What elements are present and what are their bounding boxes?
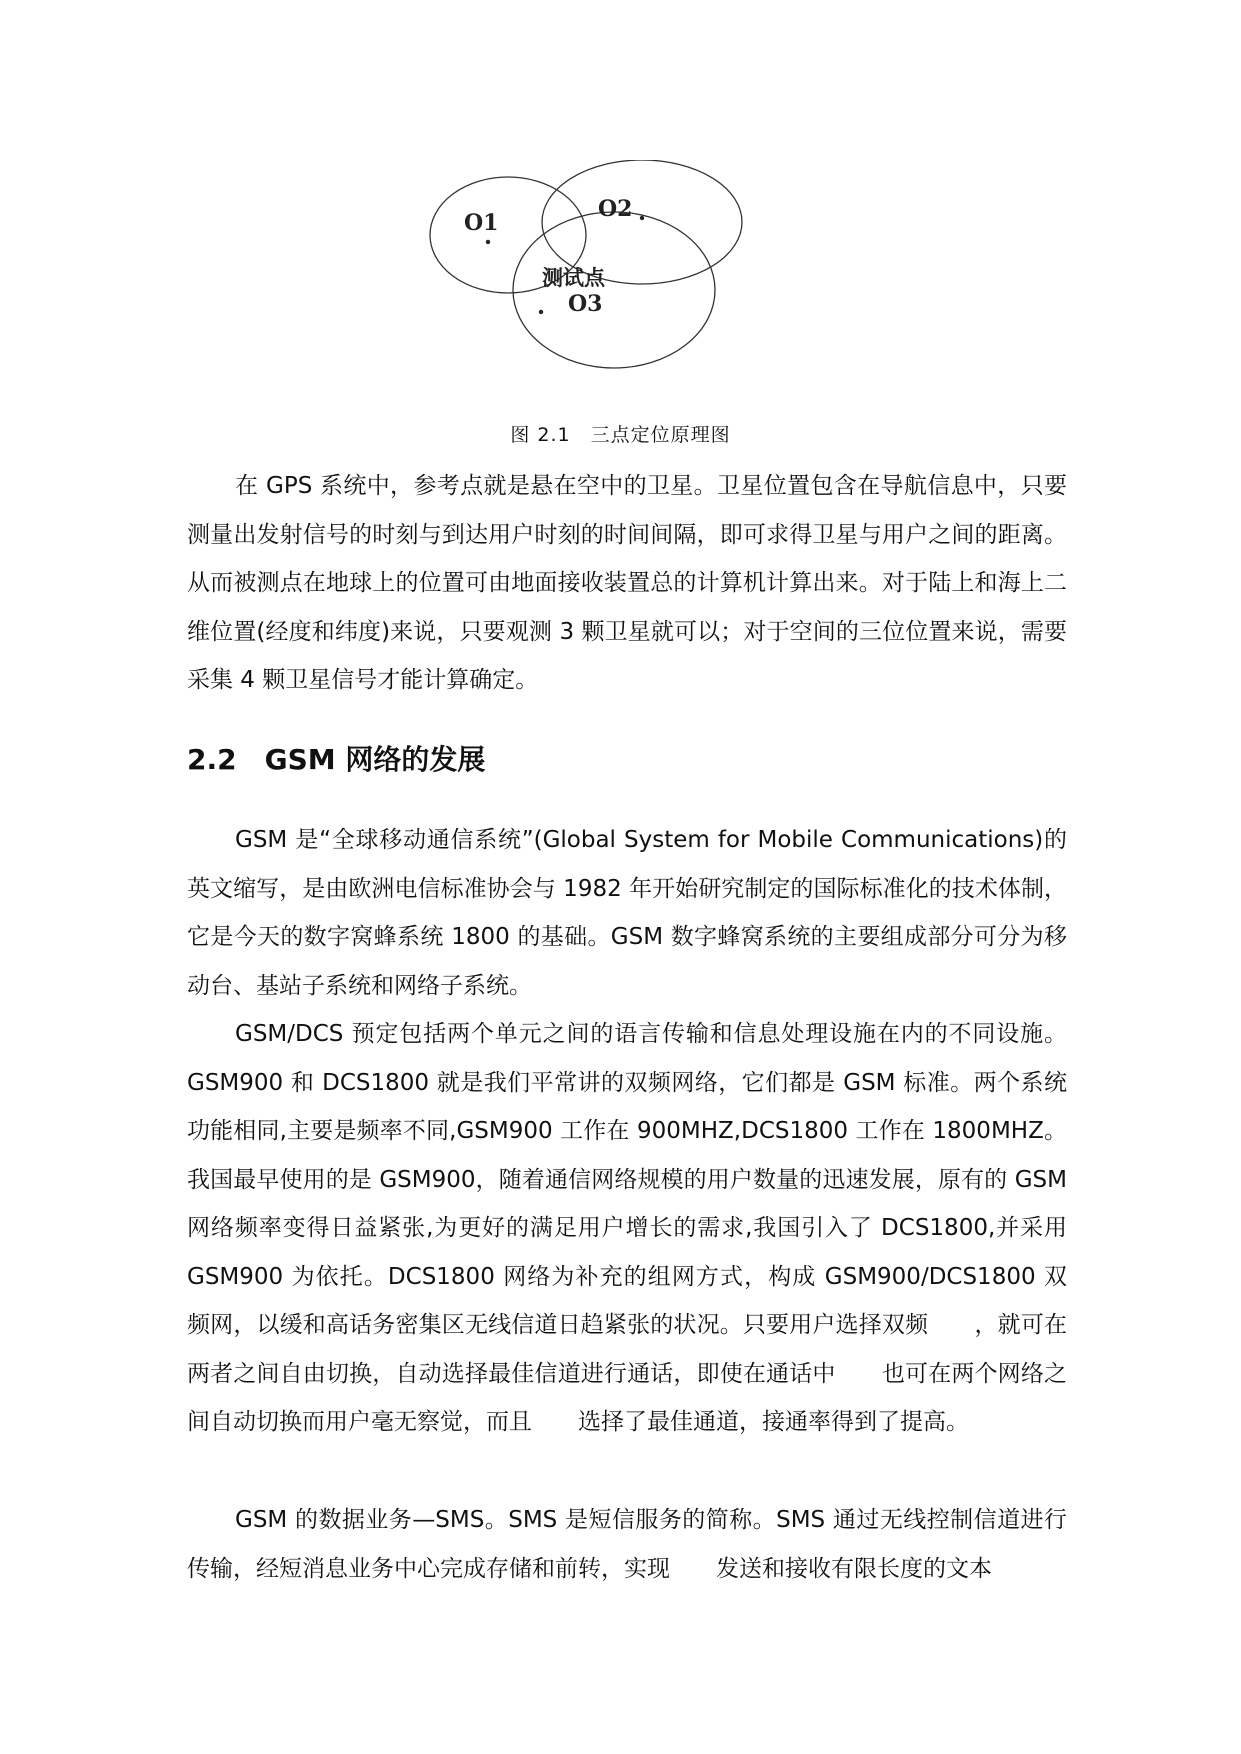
trilateration-figure: [420, 160, 820, 405]
point-o3: [539, 310, 543, 314]
label-o3: O3: [568, 291, 603, 317]
circle-o3: [513, 212, 715, 368]
point-o1: [486, 240, 490, 244]
paragraph-sms: GSM 的数据业务—SMS。SMS 是短信服务的简称。SMS 通过无线控制信道进行传输，经短消息业务中心完成存储和前转，实现 发送和接收有限长度的文本: [187, 1507, 1067, 1582]
paragraph-gsm-dcs: GSM/DCS 预定包括两个单元之间的语言传输和信息处理设施在内的不同设施。GSM900 和 DCS1800 就是我们平常讲的双频网络，它们都是 GSM 标准。两个系统功能相同,主要是频率不同,GSM900 工作在 900MHZ,DCS1800 工作在 1800MHZ。我国最早使用的是 GSM900，随着通信网络规模的用户数量的迅速发展，原有的 GSM 网络频率变得日益紧张,为更好的满足用户增长的需求,我国引入了 DCS1800,并采用 GSM900 为依托。DCS1800 网络为补充的组网方式，构成 GSM900/DCS1800 双频网，以缓和高话务密集区无线信道日趋紧张的状况。只要用户选择双频 ，就可在两者之间自由切换，自动选择最佳信道进行通话，即使在通话中 也可在两个网络之间自动切换而用户毫无察觉，而且 选择了最佳通道，接通率得到了提高。: [187, 1021, 1067, 1435]
circles-diagram: [420, 160, 820, 405]
section-heading: 2.2 GSM 网络的发展: [187, 743, 486, 776]
label-o1: O1: [464, 210, 499, 236]
paragraph-gsm-intro: GSM 是“全球移动通信系统”(Global System for Mobile Communications)的英文缩写，是由欧洲电信标准协会与 1982 年开始研究制定的国际标准化的技术体制，它是今天的数字窝蜂系统 1800 的基础。GSM 数字蜂窝系统的主要组成部分可分为移动台、基站子系统和网络子系统。: [187, 827, 1067, 999]
label-o2: O2: [598, 196, 633, 222]
figure-caption: 图 2.1 三点定位原理图: [510, 424, 731, 446]
paragraph-gps: 在 GPS 系统中，参考点就是悬在空中的卫星。卫星位置包含在导航信息中，只要测量出发射信号的时刻与到达用户时刻的时间间隔，即可求得卫星与用户之间的距离。从而被测点在地球上的位置可由地面接收装置总的计算机计算出来。对于陆上和海上二维位置(经度和纬度)来说，只要观测 3 颗卫星就可以；对于空间的三位位置来说，需要采集 4 颗卫星信号才能计算确定。: [187, 473, 1067, 693]
point-o2: [640, 216, 644, 220]
label-test-point: 测试点: [542, 266, 605, 290]
